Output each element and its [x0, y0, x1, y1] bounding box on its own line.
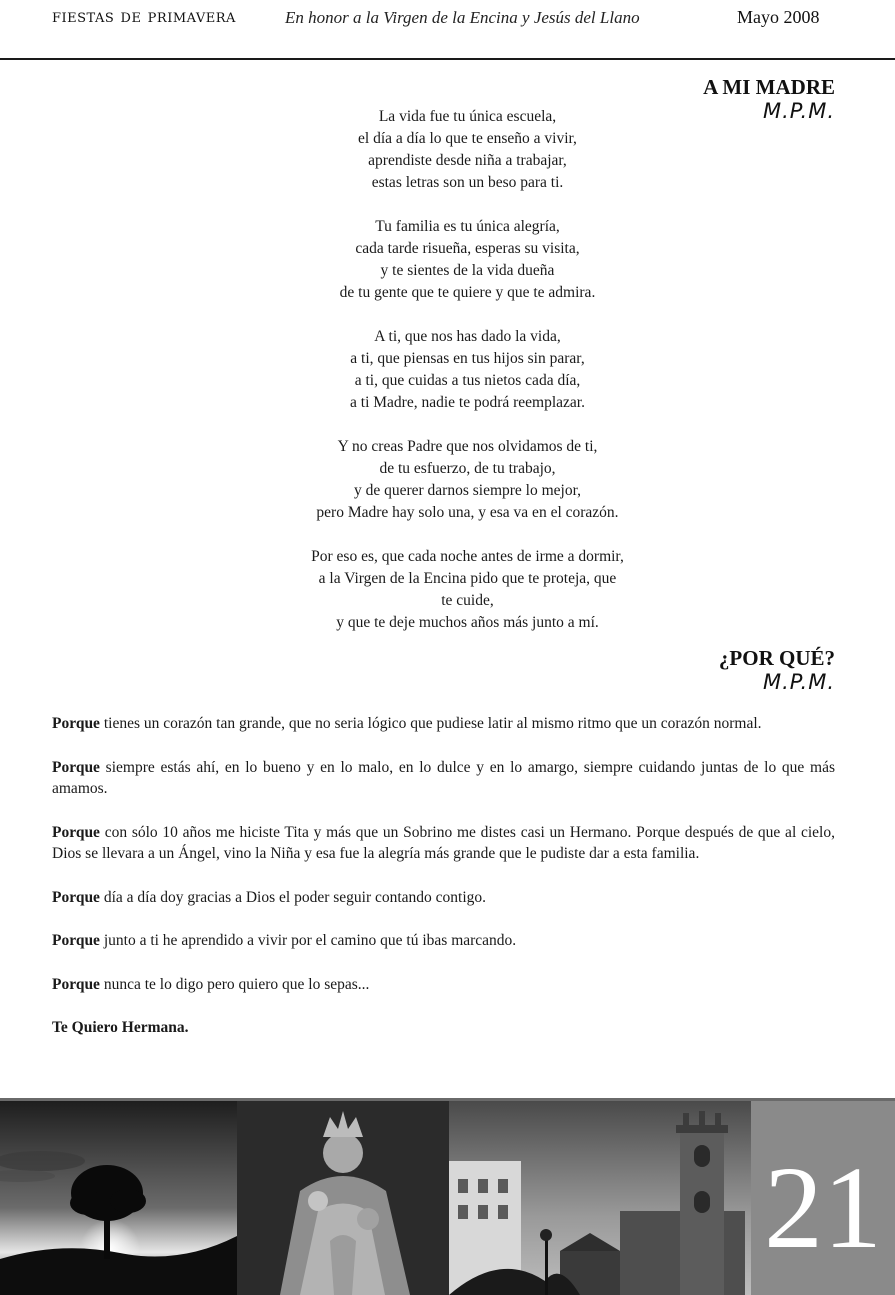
poem-author: M.P.M.	[762, 99, 835, 123]
paragraph-lead-word: Porque	[52, 715, 100, 732]
paragraph-lead-word: Porque	[52, 932, 100, 949]
paragraph-text: nunca te lo digo pero quiero que lo sepas...	[99, 975, 370, 993]
prose-body	[52, 713, 835, 1061]
poem-stanza	[200, 436, 735, 524]
prose-title: ¿POR QUÉ?	[718, 646, 835, 670]
prose-paragraph	[52, 757, 835, 800]
poem-line: a ti, que cuidas a tus nietos cada día,	[354, 372, 581, 389]
paragraph-lead-word: Porque	[52, 823, 100, 841]
poem-title: A MI MADRE	[703, 75, 835, 99]
paragraph-text: tienes un corazón tan grande, que no seria lógico que pudiese latir al mismo ritmo que un corazón normal.	[99, 715, 762, 732]
tree-sunset-photo	[0, 1101, 237, 1295]
poem-stanza	[200, 216, 735, 304]
prose-paragraph	[52, 930, 835, 952]
poem-line: a la Virgen de la Encina pido que te proteja, que	[318, 570, 617, 587]
page-number-tile	[751, 1101, 895, 1295]
poem-line: el día a día lo que te enseño a vivir,	[358, 130, 577, 147]
footer-photo-strip	[0, 1098, 895, 1295]
poem-line: La vida fue tu única escuela,	[378, 108, 557, 125]
publication-date: Mayo 2008	[737, 7, 820, 27]
poem-line: pero Madre hay solo una, y esa va en el corazón.	[316, 504, 619, 521]
poem-line: A ti, que nos has dado la vida,	[374, 328, 561, 345]
poem-stanza	[200, 326, 735, 414]
virgin-statue-photo	[237, 1101, 449, 1295]
church-tower-photo	[449, 1101, 751, 1295]
poem-body	[200, 106, 735, 656]
prose-title-block	[719, 646, 835, 694]
prose-paragraph	[52, 887, 835, 909]
poem-line: y de querer darnos siempre lo mejor,	[353, 482, 582, 499]
poem-line: cada tarde risueña, esperas su visita,	[355, 240, 580, 257]
poem-line: te cuide,	[441, 592, 494, 609]
page-number: 21	[764, 1142, 882, 1273]
prose-paragraph	[52, 713, 835, 735]
paragraph-lead-word: Porque	[52, 975, 100, 993]
prose-paragraph	[52, 822, 835, 865]
poem-line: Por eso es, que cada noche antes de irme a dormir,	[311, 548, 624, 565]
poem-line: estas letras son un beso para ti.	[371, 174, 564, 191]
paragraph-text: día a día doy gracias a Dios el poder seguir contando contigo.	[99, 888, 487, 906]
poem-line: a ti Madre, nadie te podrá reemplazar.	[350, 394, 585, 411]
poem-line: aprendiste desde niña a trabajar,	[368, 152, 567, 169]
prose-author: M.P.M.	[762, 670, 835, 694]
poem-stanza	[200, 546, 735, 634]
prose-paragraph	[52, 974, 835, 996]
poem-line: y que te deje muchos años más junto a mí.	[336, 614, 599, 631]
page-header	[0, 0, 895, 60]
paragraph-text: con sólo 10 años me hiciste Tita y más que un Sobrino me distes casi un Hermano. Porque después de que al cielo, Dios se llevara a un Ángel, vino la Niña y esa fue la alegría más grande que le pudiste dar a esta familia.	[52, 823, 835, 862]
poem-line: y te sientes de la vida dueña	[380, 262, 555, 279]
footer-photos	[0, 1101, 895, 1295]
poem-line: Tu familia es tu única alegría,	[375, 218, 560, 235]
poem-line: a ti, que piensas en tus hijos sin parar,	[350, 350, 585, 367]
paragraph-lead-word: Porque	[52, 758, 100, 776]
poem-stanza	[200, 106, 735, 194]
paragraph-text: junto a ti he aprendido a vivir por el camino que tú ibas marcando.	[99, 932, 517, 949]
publication-tagline: En honor a la Virgen de la Encina y Jesús del Llano	[285, 8, 640, 27]
paragraph-lead-word: Porque	[52, 888, 100, 906]
closing-line: Te Quiero Hermana.	[52, 1019, 189, 1036]
poem-line: de tu esfuerzo, de tu trabajo,	[379, 460, 556, 477]
poem-line: Y no creas Padre que nos olvidamos de ti,	[337, 438, 598, 455]
publication-brand: fiestas de primavera	[52, 6, 236, 27]
paragraph-text: siempre estás ahí, en lo bueno y en lo malo, en lo dulce y en lo amargo, siempre cuidando juntas de lo que más amamos.	[52, 758, 835, 797]
poem-line: de tu gente que te quiere y que te admira.	[339, 284, 596, 301]
